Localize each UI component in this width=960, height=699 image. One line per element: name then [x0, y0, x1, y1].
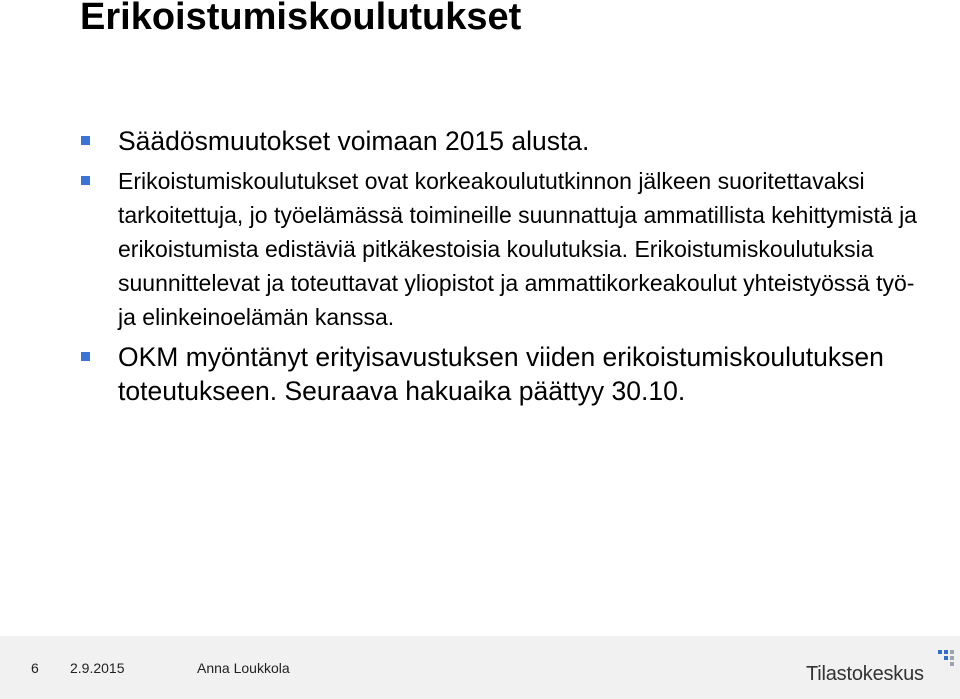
- bullet-list: [80, 124, 930, 414]
- square-bullet-icon: [81, 176, 90, 185]
- bullet-item-2: [80, 164, 930, 334]
- square-bullet-icon: [81, 136, 90, 145]
- bullet-text-1: Säädösmuutokset voimaan 2015 alusta.: [118, 126, 590, 156]
- slide-title: Erikoistumiskoulutukset: [80, 0, 522, 38]
- logo-text: Tilastokeskus: [806, 663, 924, 685]
- page-number: 6: [31, 660, 39, 676]
- footer-author: Anna Loukkola: [197, 660, 290, 676]
- bullet-text-3: OKM myöntänyt erityisavustuksen viiden erikoistumiskoulutuksen toteutukseen. Seuraava hakuaika päättyy 30.10.: [118, 342, 884, 406]
- footer-date: 2.9.2015: [70, 660, 125, 676]
- logo-mark-icon: [806, 648, 956, 694]
- square-bullet-icon: [81, 352, 90, 361]
- tilastokeskus-logo: [806, 648, 956, 694]
- bullet-text-2: Erikoistumiskoulutukset ovat korkeakoulututkinnon jälkeen suoritettavaksi tarkoitettuja, jo työelämässä toimineille suunnattuja ammatillista kehittymistä ja erikoistumista edistäviä pitkäkestoisia koulutuksia. Erikoistumiskoulutuksia suunnittelevat ja toteuttavat yliopistot ja ammattikorkeakoulut yhteistyössä työ- ja elinkeinoelämän kanssa.: [118, 168, 917, 330]
- bullet-item-1: [80, 124, 930, 158]
- bullet-item-3: [80, 340, 930, 408]
